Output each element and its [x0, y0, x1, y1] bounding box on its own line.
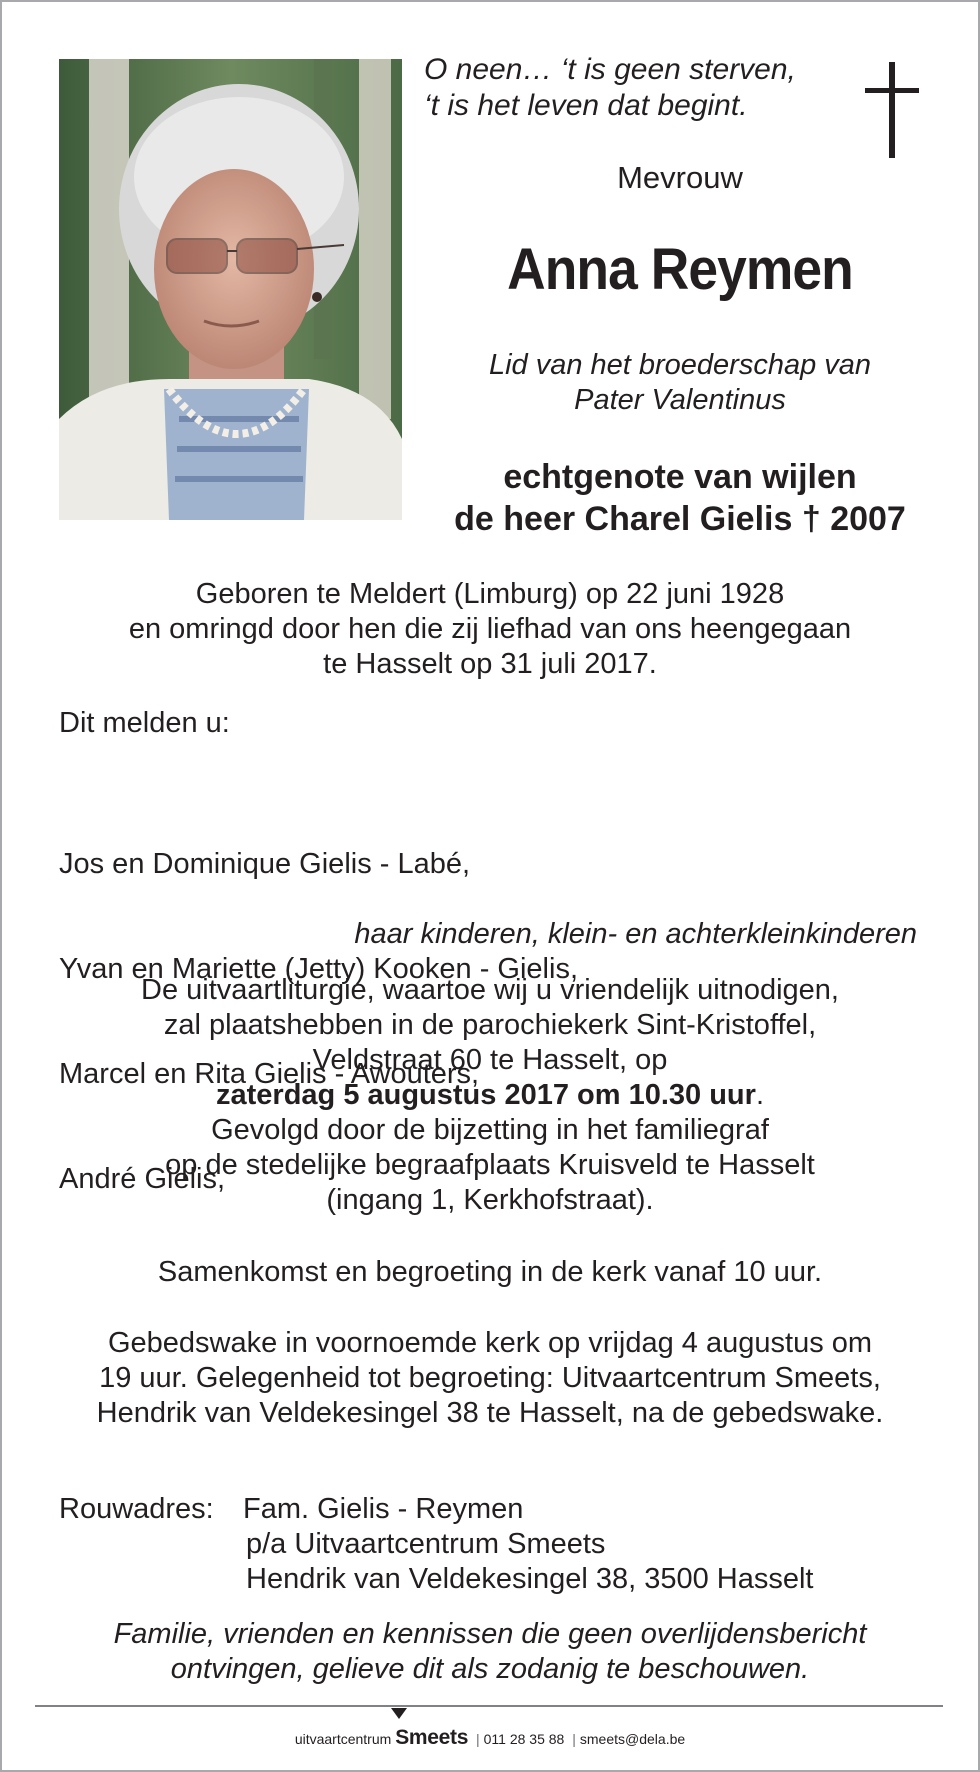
funeral-line: De uitvaartliturgie, waartoe wij u vriendelijk uitnodigen,: [141, 974, 839, 1006]
funeral-date-bold: zaterdag 5 augustus 2017 om 10.30 uur: [216, 1079, 756, 1111]
birth-death-info: [40, 577, 940, 682]
gathering-info: Samenkomst en begroeting in de kerk vanaf 10 uur.: [157, 1256, 823, 1288]
funeral-line: Veldstraat 60 te Hasselt, op: [312, 1044, 668, 1076]
footer-separator: |: [476, 1731, 480, 1747]
mourning-address-line: Hendrik van Veldekesingel 38, 3500 Hasselt: [246, 1563, 814, 1595]
wake-line: Gebedswake in voornoemde kerk op vrijdag 4 augustus om: [107, 1327, 873, 1359]
mourning-address-label: Rouwadres:: [59, 1493, 214, 1525]
funeral-line: zal plaatshebben in de parochiekerk Sint-Kristoffel,: [163, 1009, 817, 1041]
announced-by: Dit melden u:: [59, 707, 230, 739]
birth-death-line: Geboren te Meldert (Limburg) op 22 juni 1928: [195, 578, 785, 610]
family-member: Jos en Dominique Gielis - Labé,: [59, 848, 471, 880]
wake-line: Hendrik van Veldekesingel 38 te Hasselt, na de gebedswake.: [96, 1397, 884, 1429]
footer-email: smeets@dela.be: [579, 1731, 686, 1747]
birth-death-line: te Hasselt op 31 juli 2017.: [323, 648, 657, 680]
funeral-date-suffix: .: [755, 1079, 764, 1111]
honorific: Mevrouw: [617, 160, 743, 195]
funeral-line: (ingang 1, Kerkhofstraat).: [326, 1184, 654, 1216]
family-member: Yvan en Mariette (Jetty) Kooken - Gielis,: [59, 953, 578, 985]
portrait-photo: [59, 59, 402, 520]
footer-divider: [35, 1705, 943, 1707]
membership: [420, 348, 940, 418]
wake-info: [40, 1326, 940, 1431]
mourning-address: [59, 1492, 813, 1597]
funeral-info: [40, 973, 940, 1218]
mourning-address-line: Fam. Gielis - Reymen: [243, 1493, 524, 1525]
footer-prefix: uitvaartcentrum: [294, 1731, 392, 1747]
footer-phone: 011 28 35 88: [483, 1731, 565, 1747]
wake-line: 19 uur. Gelegenheid tot begroeting: Uitvaartcentrum Smeets,: [99, 1362, 881, 1394]
family-member: Marcel en Rita Gielis - Awouters,: [59, 1058, 480, 1090]
mourning-address-line: p/a Uitvaartcentrum Smeets: [246, 1528, 606, 1560]
family-member: André Gielis,: [59, 1163, 226, 1195]
family-note: haar kinderen, klein- en achterkleinkinderen: [354, 918, 917, 950]
spouse-line-2: de heer Charel Gielis † 2007: [454, 500, 906, 538]
spouse-info: [420, 456, 940, 540]
funeral-line: Gevolgd door de bijzetting in het familiegraf: [211, 1114, 769, 1146]
divider-marker-icon: [391, 1708, 407, 1719]
membership-line-2: Pater Valentinus: [574, 384, 786, 416]
birth-death-line: en omringd door hen die zij liefhad van ons heengegaan: [128, 613, 852, 645]
closing-note: [40, 1617, 940, 1687]
deceased-name: Anna Reymen: [507, 237, 853, 302]
footer: [0, 1726, 980, 1750]
latin-cross-icon: [862, 60, 922, 160]
closing-line: Familie, vrienden en kennissen die geen overlijdensbericht: [113, 1618, 867, 1650]
quote-line-1: O neen… ‘t is geen sterven,: [424, 53, 796, 86]
footer-brand: Smeets: [395, 1726, 469, 1749]
footer-separator: |: [572, 1731, 576, 1747]
funeral-date: [40, 1078, 940, 1113]
funeral-line: op de stedelijke begraafplaats Kruisveld te Hasselt: [165, 1149, 815, 1181]
membership-line-1: Lid van het broederschap van: [488, 349, 872, 381]
opening-quote: [424, 52, 796, 124]
closing-line: ontvingen, gelieve dit als zodanig te beschouwen.: [170, 1653, 810, 1685]
quote-line-2: ‘t is het leven dat begint.: [424, 89, 748, 122]
spouse-line-1: echtgenote van wijlen: [503, 458, 857, 496]
